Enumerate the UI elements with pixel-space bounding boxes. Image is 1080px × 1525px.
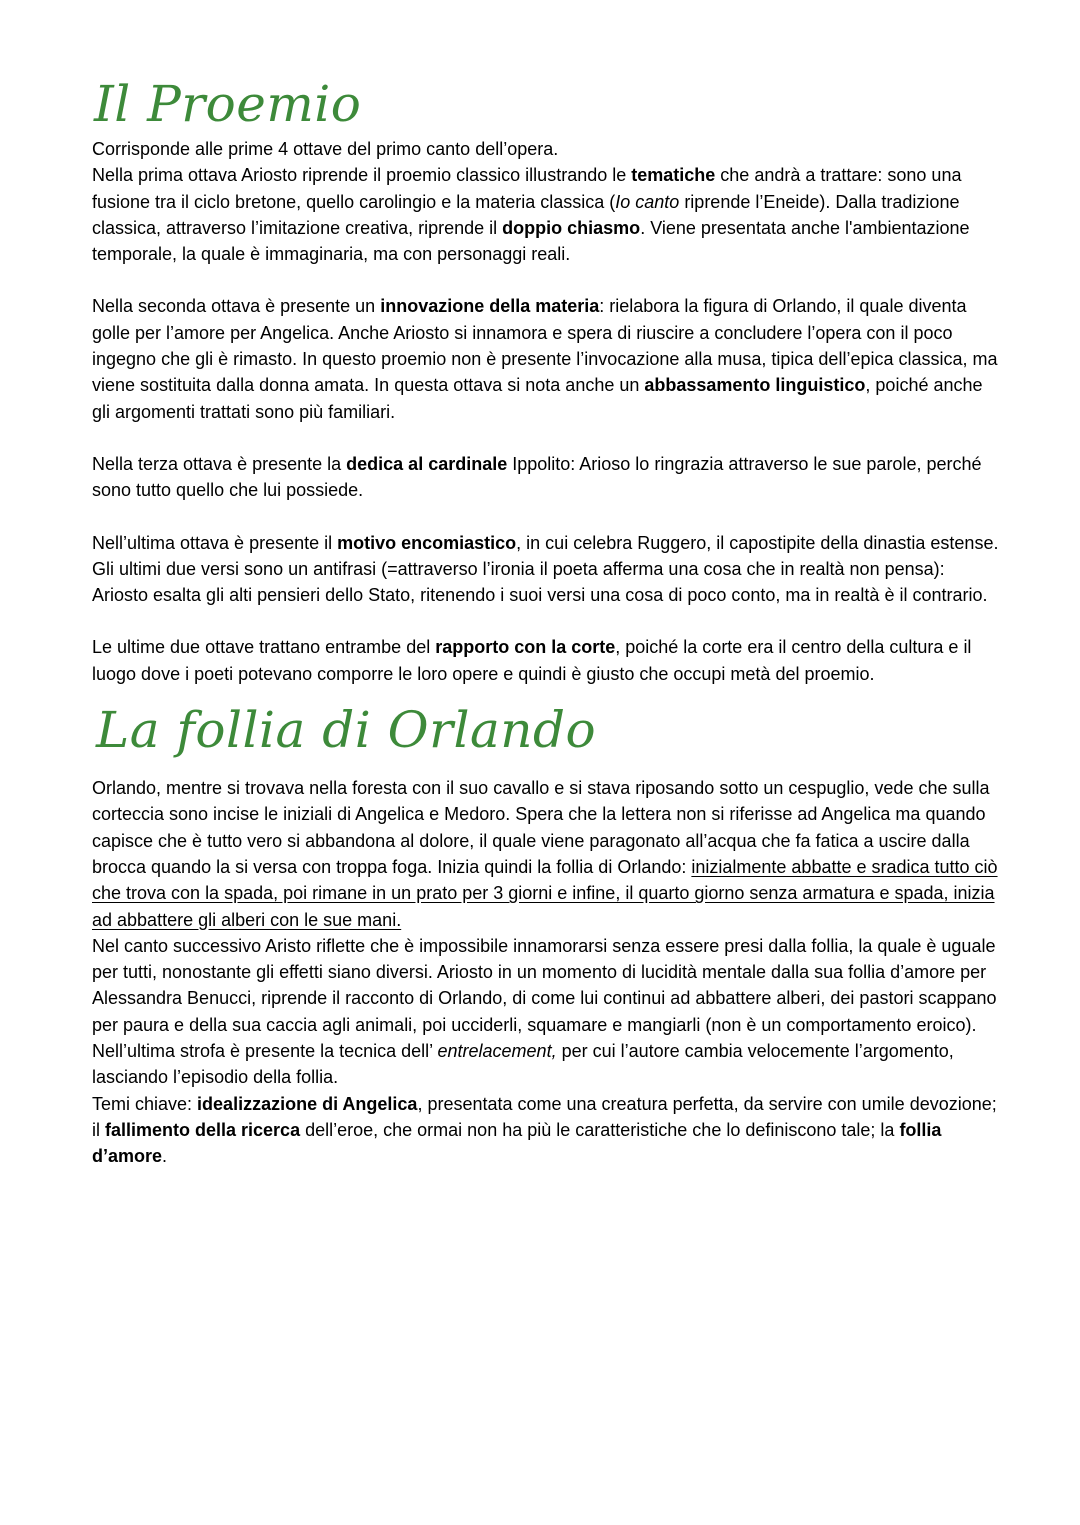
bold-text: dedica al cardinale: [346, 453, 508, 474]
bold-text: abbassamento linguistico: [644, 375, 866, 396]
text-run: Nella seconda ottava è presente un: [92, 296, 381, 317]
underlined-text: inizialmente abbatte e sradica tutto ciò che trova con la spada, poi rimane in un prato per 3 giorni e infine, il quarto giorno senza armatura e spada, inizia ad abbattere gli alberi con le sue mani.: [92, 856, 998, 930]
text-run: Temi chiave:: [92, 1093, 198, 1114]
section-body-proemio: [92, 136, 1002, 687]
text-run: Le ultime due ottave trattano entrambe del: [92, 637, 436, 658]
paragraph-spacer: [92, 425, 1002, 451]
paragraph: [92, 530, 1002, 609]
section-body-follia: [92, 775, 1002, 1169]
paragraph: [92, 162, 1002, 267]
text-run: Nella terza ottava è presente la: [92, 453, 347, 474]
paragraph: [92, 136, 1002, 162]
text-run: , poiché la corte era il centro della cultura e il luogo dove i poeti potevano comporre le loro opere e quindi è giusto che occupi metà del proemio.: [92, 637, 972, 684]
section-title-follia: La follia di Orlando: [96, 701, 597, 760]
text-run: Nella prima ottava Ariosto riprende il proemio classico illustrando le: [92, 165, 632, 186]
bold-text: motivo encomiastico: [337, 532, 517, 553]
paragraph-spacer: [92, 608, 1002, 634]
bold-text: doppio chiasmo: [502, 217, 641, 238]
text-run: , presentata come una creatura perfetta, da servire con umile devozione; il: [92, 1093, 997, 1140]
text-run: che andrà a trattare: sono una fusione tra il ciclo bretone, quello carolingio e la materia classica (: [92, 165, 962, 212]
text-run: : rielabora la figura di Orlando, il quale diventa golle per l’amore per Angelica. Anche Ariosto si innamora e spera di riuscire a concludere l’opera con il poco ingegno che gli è rimasto. In questo proemio non è presente l’invocazione alla musa, tipica dell’epica classica, ma viene sostituita dalla donna amata. In questa ottava si nota anche un: [92, 296, 998, 396]
text-run: riprende l’Eneide). Dalla tradizione classica, attraverso l’imitazione creativa, riprende il: [92, 191, 960, 238]
paragraph: [92, 293, 1002, 424]
paragraph-spacer: [92, 504, 1002, 530]
bold-text: innovazione della materia: [380, 296, 600, 317]
paragraph: [92, 933, 1002, 1038]
text-run: , in cui celebra Ruggero, il capostipite della dinastia estense. Gli ultimi due versi sono un antifrasi (=attraverso l’ironia il poeta afferma una cosa che in realtà non pensa): Ariosto esalta gli alti pensieri dello Stato, ritenendo i suoi versi una cosa di poco conto, ma in realtà è il contrario.: [92, 532, 999, 606]
text-run: dell’eroe, che ormai non ha più le caratteristiche che lo definiscono tale; la: [300, 1119, 900, 1140]
paragraph-spacer: [92, 267, 1002, 293]
text-run: Nel canto successivo Aristo riflette che è impossibile innamorarsi senza essere presi dalla follia, la quale è uguale per tutti, nonostante gli effetti siano diversi. Ariosto in un momento di lucidità mentale dalla sua follia d’amore per Alessandra Benucci, riprende il racconto di Orlando, di come lui continui ad abbattere alberi, dei pastori scappano per paura e della sua caccia agli animali, poi ucciderli, squamare e mangiarli (non è un comportamento eroico).: [92, 935, 997, 1035]
bold-text: fallimento della ricerca: [105, 1119, 301, 1140]
bold-text: tematiche: [631, 165, 716, 186]
text-run: Orlando, mentre si trovava nella foresta con il suo cavallo e si stava riposando sotto un cespuglio, vede che sulla corteccia sono incise le iniziali di Angelica e Medoro. Spera che la lettera non si riferisse ad Angelica ma quando capisce che è tutto vero si abbandona al dolore, il quale viene paragonato all’acqua che fa fatica a uscire dalla brocca quando la si versa con troppa foga. Inizia quindi la follia di Orlando:: [92, 778, 990, 877]
paragraph: [92, 451, 1002, 504]
text-run: Nell’ultima strofa è presente la tecnica dell’: [92, 1041, 438, 1062]
italic-text: Io canto: [615, 191, 680, 212]
text-run: Nell’ultima ottava è presente il: [92, 532, 338, 553]
bold-text: rapporto con la corte: [435, 637, 616, 658]
section-title-proemio: Il Proemio: [94, 75, 362, 133]
text-run: .: [162, 1146, 168, 1167]
paragraph: [92, 634, 1002, 687]
bold-text: follia d’amore: [92, 1119, 942, 1167]
text-run: , poiché anche gli argomenti trattati sono più familiari.: [92, 375, 983, 422]
document-page: [92, 72, 1002, 1170]
text-run: per cui l’autore cambia velocemente l’argomento, lasciando l’episodio della follia.: [92, 1041, 954, 1088]
bold-text: idealizzazione di Angelica: [197, 1093, 418, 1114]
paragraph: [92, 775, 1002, 933]
text-run: Ippolito: Arioso lo ringrazia attraverso le sue parole, perché sono tutto quello che lui possiede.: [92, 453, 982, 501]
paragraph: [92, 1038, 1002, 1091]
text-run: Corrisponde alle prime 4 ottave del primo canto dell’opera.: [92, 139, 559, 159]
text-run: . Viene presentata anche l'ambientazione temporale, la quale è immaginaria, ma con personaggi reali.: [92, 217, 970, 265]
italic-text: entrelacement,: [437, 1041, 557, 1062]
paragraph: [92, 1091, 1002, 1170]
